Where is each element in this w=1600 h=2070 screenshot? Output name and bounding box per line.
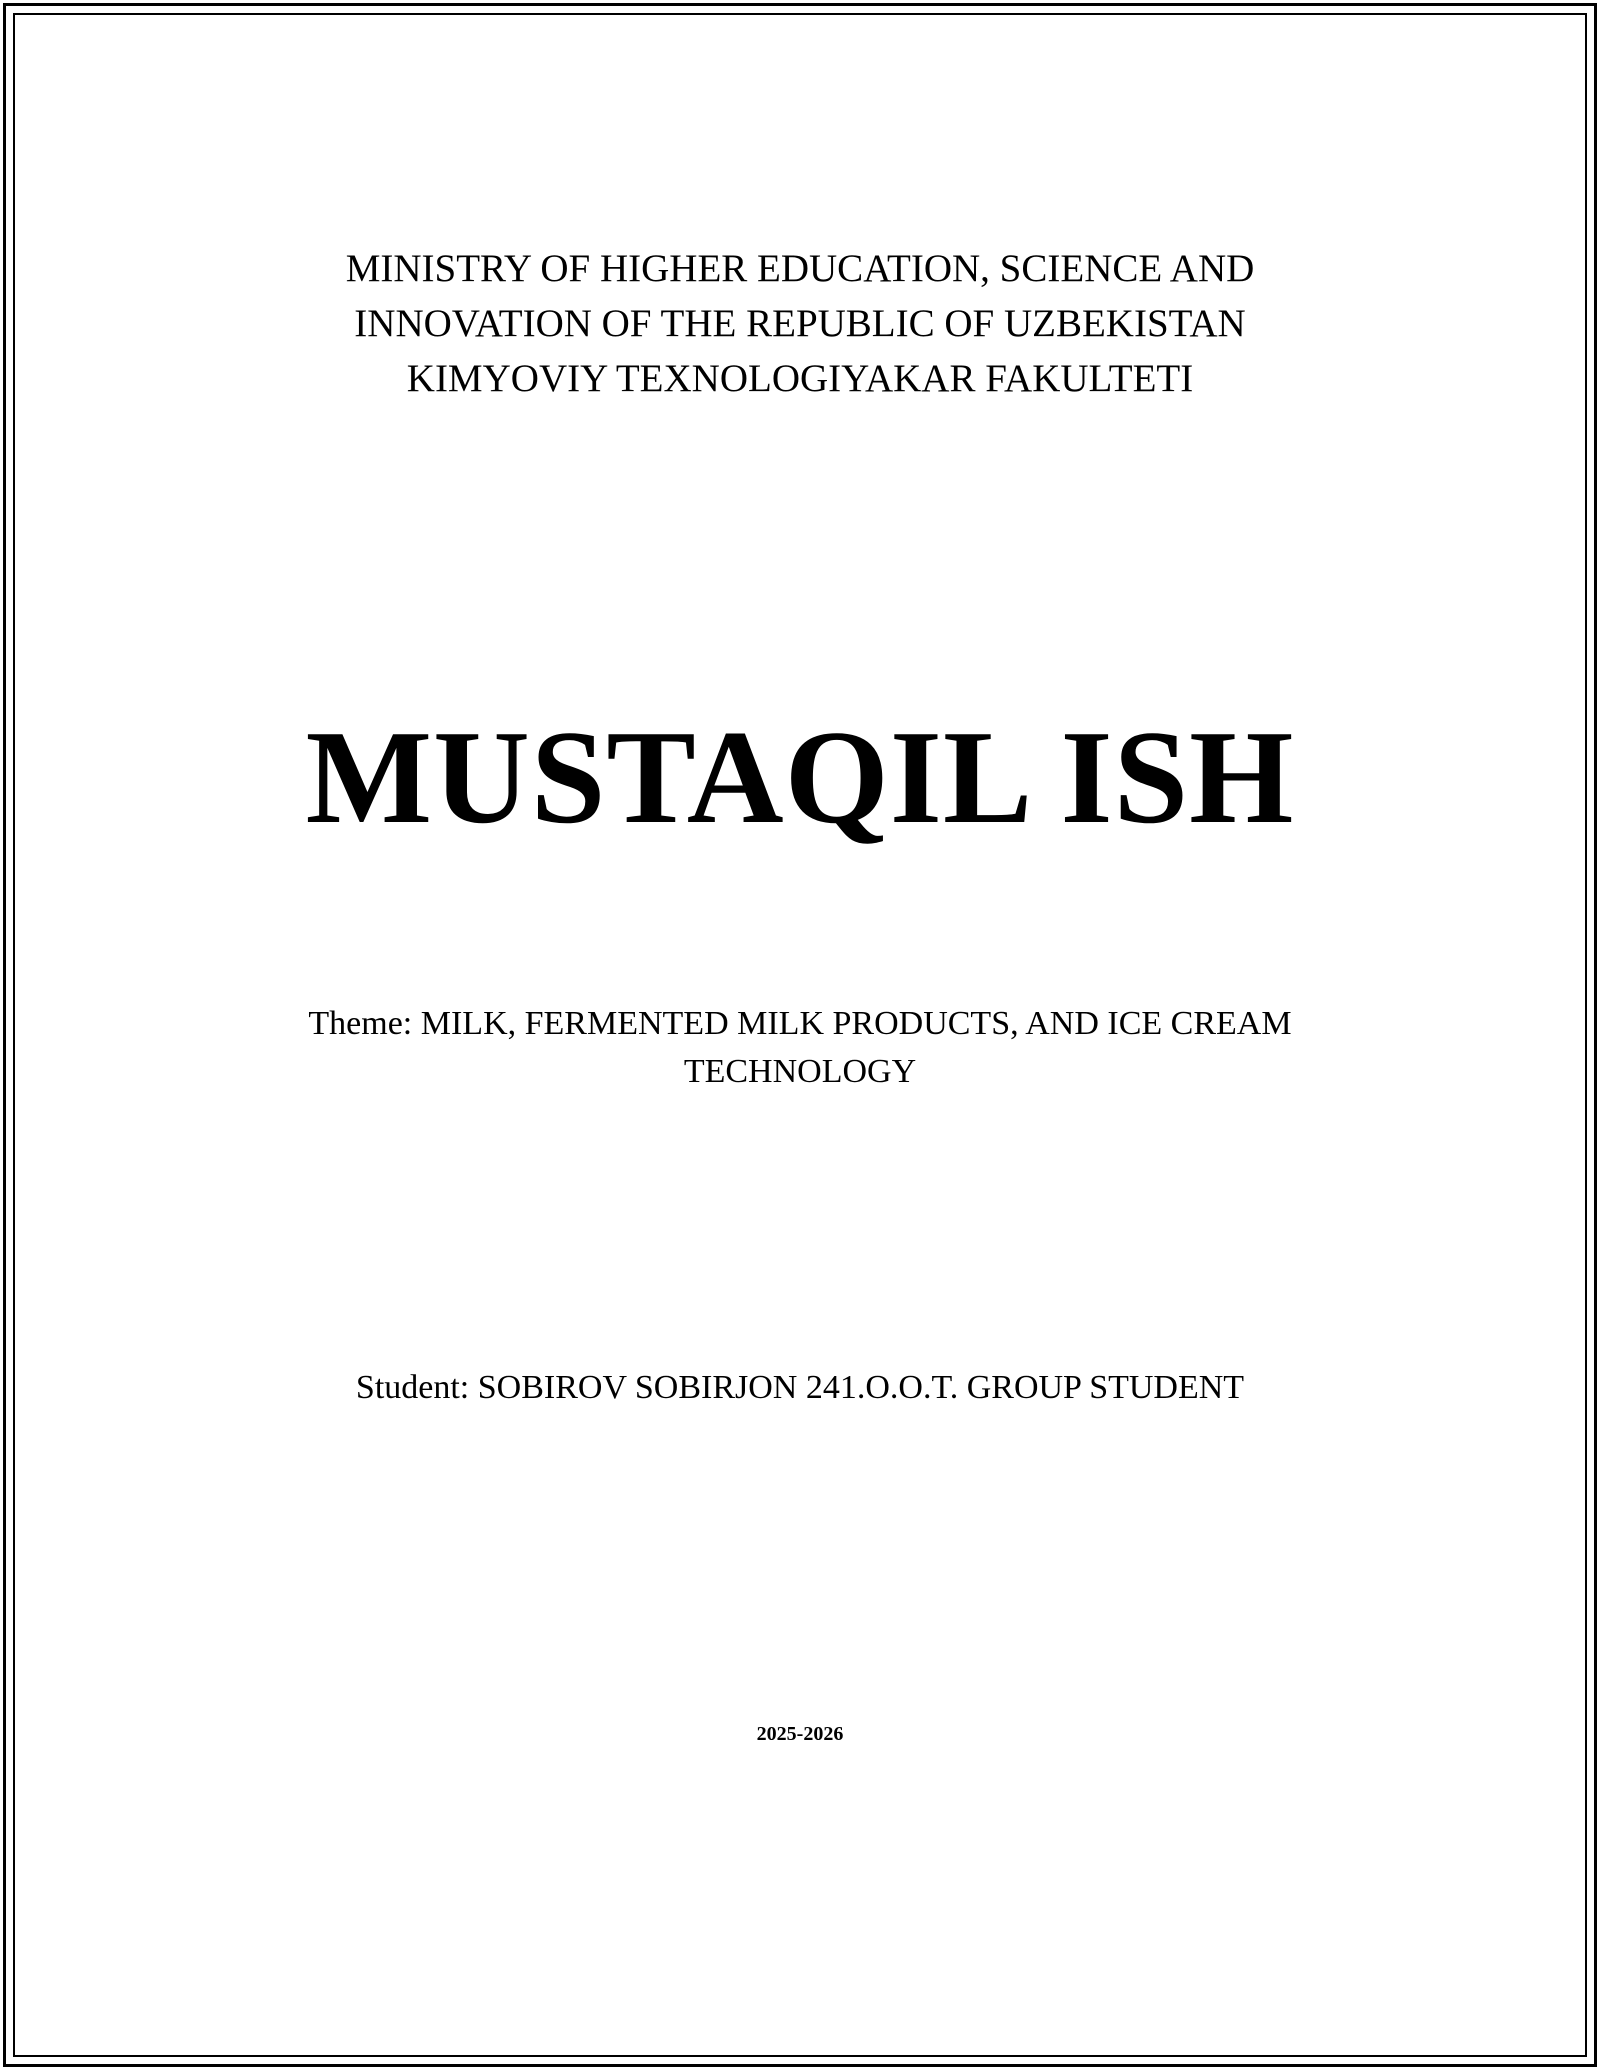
document-title: MUSTAQIL ISH [305, 703, 1295, 851]
student-line: Student: SOBIROV SOBIRJON 241.O.O.T. GROUP STUDENT [355, 1369, 1245, 1406]
faculty-line: KIMYOVIY TEXNOLOGIYAKAR FAKULTETI [406, 357, 1194, 400]
ministry-line-1: MINISTRY OF HIGHER EDUCATION, SCIENCE AND [345, 247, 1255, 290]
theme-line-2: TECHNOLOGY [683, 1053, 917, 1090]
theme-line-1: Theme: MILK, FERMENTED MILK PRODUCTS, AND ICE CREAM [308, 1005, 1292, 1042]
ministry-line-2: INNOVATION OF THE REPUBLIC OF UZBEKISTAN [354, 302, 1246, 345]
academic-year: 2025-2026 [756, 1723, 844, 1745]
